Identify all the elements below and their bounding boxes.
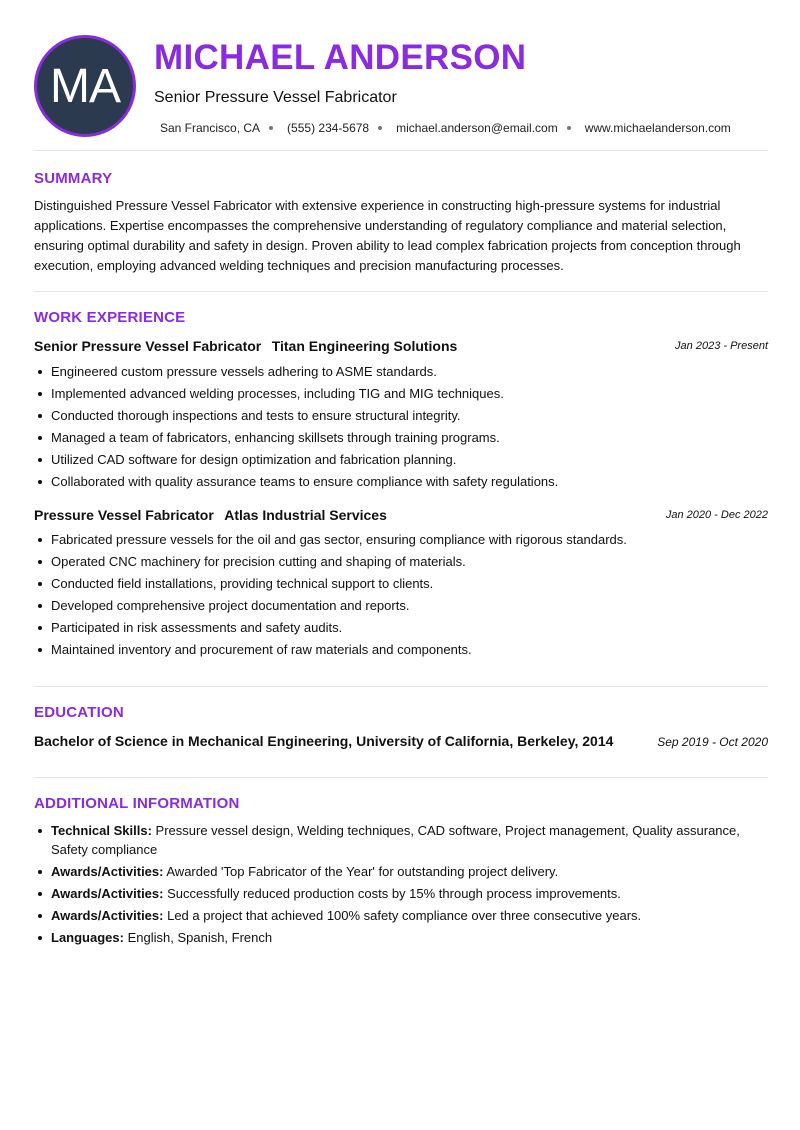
education-heading: EDUCATION xyxy=(34,704,124,721)
summary-heading: SUMMARY xyxy=(34,170,113,187)
contact-website[interactable]: www.michaelanderson.com xyxy=(584,121,731,135)
job-role: Pressure Vessel Fabricator xyxy=(34,507,214,523)
header-divider xyxy=(34,150,768,151)
list-item: Utilized CAD software for design optimization and fabrication planning. xyxy=(34,449,768,471)
item-label: Awards/Activities: xyxy=(51,886,164,901)
list-item: Implemented advanced welding processes, including TIG and MIG techniques. xyxy=(34,383,768,405)
resume-header xyxy=(34,0,768,151)
separator-dot-icon xyxy=(567,126,571,130)
contact-email[interactable]: michael.anderson@email.com xyxy=(396,121,558,135)
contact-location: San Francisco, CA xyxy=(160,121,261,135)
separator-dot-icon xyxy=(269,126,273,130)
separator-dot-icon xyxy=(378,126,382,130)
item-label: Awards/Activities: xyxy=(51,908,164,923)
resume-page xyxy=(34,0,768,945)
item-text: Pressure vessel design, Welding techniques, CAD software, Project management, Quality assurance, Safety compliance xyxy=(51,823,740,857)
avatar xyxy=(34,35,136,137)
job-header-2 xyxy=(34,507,768,525)
list-item: Managed a team of fabricators, enhancing skillsets through training programs. xyxy=(34,427,768,449)
job-dates: Jan 2020 - Dec 2022 xyxy=(665,509,768,521)
item-text: Awarded 'Top Fabricator of the Year' for outstanding project delivery. xyxy=(166,864,559,879)
additional-heading: ADDITIONAL INFORMATION xyxy=(34,795,240,812)
list-item xyxy=(34,862,768,881)
list-item: Maintained inventory and procurement of raw materials and components. xyxy=(34,639,768,661)
experience-divider xyxy=(34,686,768,687)
list-item xyxy=(34,906,768,925)
item-label: Technical Skills: xyxy=(51,823,152,838)
summary-divider xyxy=(34,291,768,292)
additional-list xyxy=(34,821,768,950)
education-divider xyxy=(34,777,768,778)
contact-phone: (555) 234-5678 xyxy=(287,121,370,135)
job-header-1 xyxy=(34,338,768,356)
item-text: Led a project that achieved 100% safety compliance over three consecutive years. xyxy=(167,908,642,923)
list-item: Operated CNC machinery for precision cutting and shaping of materials. xyxy=(34,551,768,573)
job-bullets-1 xyxy=(34,361,768,493)
summary-text: Distinguished Pressure Vessel Fabricator with extensive experience in constructing high-pressure systems for industrial applications. Expertise encompasses the comprehensive understanding of regulatory compliance and material selection, ensuring optimal durability and safety in design. Proven ability to lead complex fabrication projects from conception through execution, employing advanced welding techniques and precision manufacturing processes. xyxy=(34,198,741,273)
item-text: English, Spanish, French xyxy=(127,930,273,945)
education-degree: Bachelor of Science in Mechanical Engineering, University of California, Berkeley, 2014 xyxy=(34,733,614,749)
item-label: Awards/Activities: xyxy=(51,864,164,879)
candidate-name: MICHAEL ANDERSON xyxy=(154,38,527,77)
contact-bar xyxy=(160,121,731,135)
job-company: Atlas Industrial Services xyxy=(224,507,387,523)
job-bullets-2 xyxy=(34,529,768,661)
list-item xyxy=(34,928,768,947)
list-item xyxy=(34,821,768,859)
list-item: Developed comprehensive project documentation and reports. xyxy=(34,595,768,617)
list-item: Participated in risk assessments and safety audits. xyxy=(34,617,768,639)
job-dates: Jan 2023 - Present xyxy=(675,340,768,352)
list-item: Fabricated pressure vessels for the oil and gas sector, ensuring compliance with rigorous standards. xyxy=(34,529,768,551)
candidate-title: Senior Pressure Vessel Fabricator xyxy=(154,89,397,106)
item-text: Successfully reduced production costs by 15% through process improvements. xyxy=(167,886,621,901)
list-item: Engineered custom pressure vessels adhering to ASME standards. xyxy=(34,361,768,383)
job-role: Senior Pressure Vessel Fabricator xyxy=(34,338,262,354)
education-item xyxy=(34,733,768,751)
experience-heading: WORK EXPERIENCE xyxy=(34,309,186,326)
list-item: Collaborated with quality assurance teams to ensure compliance with safety regulations. xyxy=(34,471,768,493)
list-item xyxy=(34,884,768,903)
job-company: Titan Engineering Solutions xyxy=(271,338,458,354)
list-item: Conducted field installations, providing technical support to clients. xyxy=(34,573,768,595)
education-dates: Sep 2019 - Oct 2020 xyxy=(657,735,768,749)
avatar-initials: MA xyxy=(50,59,120,113)
list-item: Conducted thorough inspections and tests to ensure structural integrity. xyxy=(34,405,768,427)
item-label: Languages: xyxy=(51,930,124,945)
